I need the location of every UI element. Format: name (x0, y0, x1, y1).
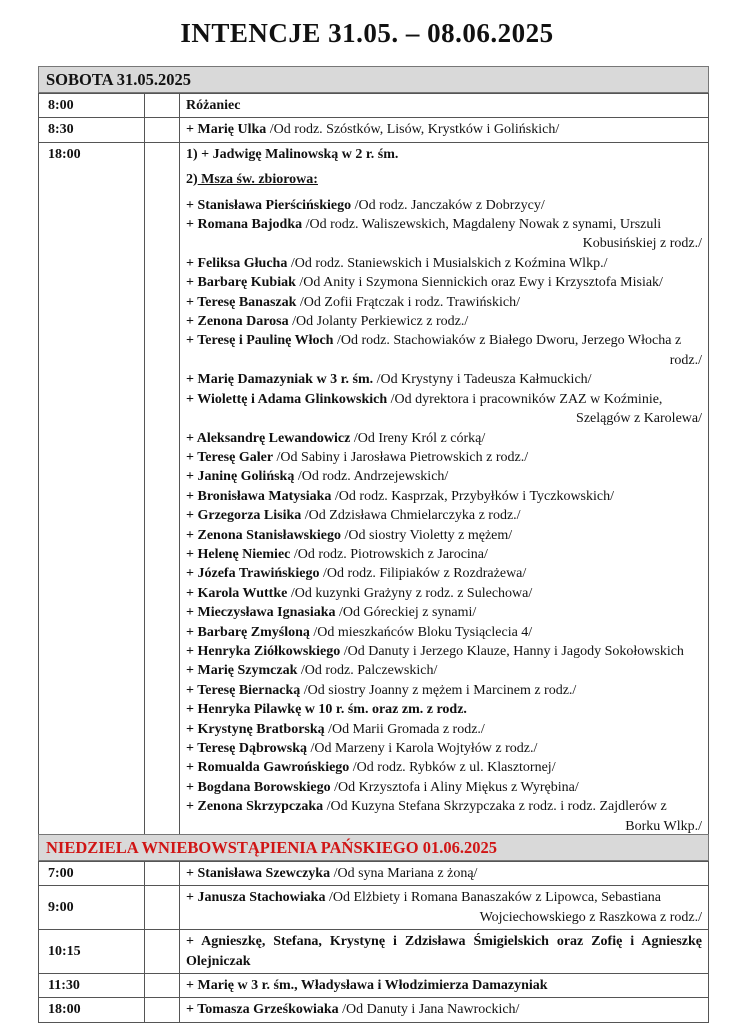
intention-line (186, 331, 702, 350)
intention-donor: /Od Krzysztofa i Aliny Miękus z Wyrębina/ (330, 779, 579, 795)
intention-donor: /Od Elżbiety i Romana Banaszaków z Lipowca, Sebastiana (325, 890, 661, 906)
intention-line (186, 623, 702, 642)
intention-donor: /Od Zdzisława Chmielarczyka z rodz./ (301, 508, 521, 524)
intention-line (186, 273, 702, 292)
intention-donor: /Od rodz. Rybków z ul. Klasztornej/ (349, 760, 556, 776)
intention-name: + Wiolettę i Adama Glinkowskich (186, 391, 388, 407)
intention-donor: /Od dyrektora i pracowników ZAZ w Koźminie, (387, 391, 663, 407)
intention-line (186, 370, 702, 389)
mass-time: 9:00 (39, 886, 145, 930)
intention-name: 2) Msza św. zbiorowa: (186, 172, 318, 188)
intention-line (186, 739, 702, 758)
mass-time: 8:00 (39, 94, 145, 118)
intention-name: + Helenę Niemiec (186, 546, 291, 562)
intention-donor: /Od Zofii Frątczak i rodz. Trawińskich/ (296, 294, 520, 310)
table-row (39, 886, 709, 930)
intention-donor: /Od Marzeny i Karola Wojtyłów z rodz./ (307, 741, 538, 756)
intention-line (186, 720, 702, 739)
intention-donor: /Od kuzynki Grażyny z rodz. z Sulechowa/ (287, 585, 533, 601)
intention-name: + Janusza Stachowiaka (186, 890, 326, 906)
intention-line (186, 145, 702, 164)
intention-donor: /Od Góreckiej z synami/ (335, 605, 477, 621)
intention-donor: /Od Sabiny i Jarosława Pietrowskich z rodz./ (273, 449, 529, 465)
intention-name: + Henryka Pilawkę w 10 r. śm. oraz zm. z rodz. (186, 702, 467, 718)
intention-name: + Grzegorza Lisika (186, 508, 302, 524)
intention-cell (180, 886, 709, 930)
mass-time: 8:30 (39, 118, 145, 142)
intention-name: + Aleksandrę Lewandowicz (186, 430, 351, 446)
intention-name: + Teresę Galer (186, 449, 274, 465)
table-row (39, 974, 709, 998)
intention-donor: /Od Krystyny i Tadeusza Kałmuckich/ (373, 372, 592, 388)
intention-donor: /Od rodz. Palczewskich/ (297, 663, 438, 679)
intention-name: + Marię Szymczak (186, 663, 298, 679)
intention-donor-cont: Borku Wlkp./ (625, 818, 702, 834)
intention-line (186, 448, 702, 467)
intention-donor: /Od Danuty i Jerzego Klauze, Hanny i Jagody Sokołowskich (340, 643, 684, 659)
intention-name: + Marię Ulka (186, 122, 267, 138)
intention-name: + Barbarę Zmyśloną (186, 624, 310, 640)
table-row (39, 930, 709, 974)
intention-line (186, 487, 702, 506)
intention-name: + Teresę Dąbrowską (186, 741, 308, 756)
intention-cell (180, 862, 709, 886)
intention-donor: /Od Anity i Szymona Siennickich oraz Ewy i Krzysztofa Misiak/ (295, 275, 663, 291)
intention-line (186, 526, 702, 545)
intention-line (186, 170, 702, 189)
intention-name: + Marię Damazyniak w 3 r. śm. (186, 372, 374, 388)
intention-name: + Teresę Banaszak (186, 294, 297, 310)
mass-time: 18:00 (39, 142, 145, 838)
intention-donor: /Od mieszkańców Bloku Tysiąclecia 4/ (309, 624, 533, 640)
intention-name: + Henryka Ziółkowskiego (186, 643, 341, 659)
intention-line (186, 642, 702, 661)
intention-donor: /Od Jolanty Perkiewicz z rodz./ (288, 314, 469, 330)
intention-name: + Tomasza Grześkowiaka (186, 1002, 339, 1018)
intention-cell (180, 118, 709, 142)
intention-line (186, 196, 702, 215)
intention-name: Różaniec (186, 98, 241, 113)
intention-donor: /Od rodz. Kasprzak, Przybyłków i Tyczkowskich/ (331, 488, 614, 504)
intention-cell (180, 94, 709, 118)
intention-name: + Romualda Gawrońskiego (186, 760, 350, 776)
page-title: INTENCJE 31.05. – 08.06.2025 (180, 18, 554, 48)
intention-line (186, 215, 702, 234)
intention-donor: /Od rodz. Janczaków z Dobrzycy/ (351, 197, 545, 213)
intention-cell (180, 998, 709, 1022)
intention-line (186, 506, 702, 525)
intention-name: + Agnieszkę, Stefana, Krystynę i Zdzisława Śmigielskich oraz Zofię i Agnieszkę Olejniczak (186, 934, 702, 969)
intention-line (186, 390, 702, 409)
intention-donor: /Od rodz. Waliszewskich, Magdaleny Nowak z synami, Urszuli (302, 217, 662, 233)
intention-donor-cont: Szelągów z Karolewa/ (576, 411, 702, 427)
intention-donor: /Od syna Mariana z żoną/ (330, 866, 478, 881)
intention-name: + Bronisława Matysiaka (186, 488, 332, 504)
intention-donor: /Od Ireny Król z córką/ (350, 430, 486, 446)
intention-line (186, 584, 702, 603)
intention-line (186, 797, 702, 816)
intention-donor: /Od Marii Gromada z rodz./ (324, 721, 485, 737)
intention-name: + Zenona Skrzypczaka (186, 799, 324, 815)
intention-donor: /Od Danuty i Jana Nawrockich/ (338, 1002, 520, 1018)
intention-donor: /Od Kuzyna Stefana Skrzypczaka z rodz. i rodz. Zajdlerów z (323, 799, 667, 815)
intention-donor: /Od rodz. Stachowiaków z Białego Dworu, Jerzego Włocha z (333, 333, 682, 349)
intention-line (186, 429, 702, 448)
intention-line (186, 293, 702, 312)
intention-name: + Janinę Golińską (186, 469, 295, 485)
mass-time: 7:00 (39, 862, 145, 886)
intention-name: + Zenona Stanisławskiego (186, 527, 342, 543)
schedule-table-sunday (38, 861, 709, 1023)
intention-donor: /Od siostry Violetty z mężem/ (341, 527, 513, 543)
intention-donor: /Od siostry Joanny z mężem i Marcinem z rodz./ (300, 682, 577, 698)
mass-time: 10:15 (39, 930, 145, 974)
intention-line (186, 467, 702, 486)
intention-name: + Teresę Biernacką (186, 682, 301, 698)
intention-donor: /Od rodz. Piotrowskich z Jarocina/ (290, 546, 488, 562)
intention-name: + Teresę i Paulinę Włoch (186, 333, 334, 349)
table-row (39, 118, 709, 142)
table-row (39, 142, 709, 838)
mass-time: 18:00 (39, 998, 145, 1022)
intention-line (186, 603, 702, 622)
intention-name: + Józefa Trawińskiego (186, 566, 320, 582)
intention-line (186, 778, 702, 797)
intention-name: + Stanisława Szewczyka (186, 866, 331, 881)
intention-name: + Marię w 3 r. śm., Władysława i Włodzimierza Damazyniak (186, 978, 548, 994)
intention-name: + Mieczysława Ignasiaka (186, 605, 336, 621)
intention-donor: /Od rodz. Andrzejewskich/ (294, 469, 449, 485)
intention-name: 1) + Jadwigę Malinowską w 2 r. śm. (186, 146, 399, 162)
intention-name: + Barbarę Kubiak (186, 275, 296, 291)
intention-line (186, 681, 702, 700)
day-header-sunday: NIEDZIELA WNIEBOWSTĄPIENIA PAŃSKIEGO 01.06.2025 (38, 834, 709, 861)
intention-name: + Stanisława Pierścińskiego (186, 197, 352, 213)
table-row (39, 998, 709, 1022)
day-header-saturday: SOBOTA 31.05.2025 (38, 66, 709, 93)
intention-donor: /Od rodz. Filipiaków z Rozdrażewa/ (319, 566, 527, 582)
intention-donor-cont: Kobusińskiej z rodz./ (582, 236, 702, 252)
intention-donor: /Od rodz. Staniewskich i Musialskich z Koźmina Wlkp./ (287, 255, 608, 271)
intention-name: + Krystynę Bratborską (186, 721, 325, 737)
intention-cell (180, 142, 709, 838)
intention-line (186, 545, 702, 564)
intention-line (186, 700, 702, 719)
intention-line (186, 564, 702, 583)
intention-name: + Karola Wuttke (186, 585, 288, 601)
intention-line (186, 661, 702, 680)
intention-donor-cont: Wojciechowskiego z Raszkowa z rodz./ (479, 909, 702, 925)
intention-name: + Zenona Darosa (186, 314, 289, 330)
intention-line (186, 254, 702, 273)
intention-name: + Romana Bajodka (186, 217, 303, 233)
intention-donor-cont: rodz./ (669, 352, 702, 368)
intention-name: + Bogdana Borowskiego (186, 779, 331, 795)
table-row (39, 94, 709, 118)
table-row (39, 862, 709, 886)
intention-donor: /Od rodz. Szóstków, Lisów, Krystków i Golińskich/ (266, 122, 560, 138)
intention-cell (180, 974, 709, 998)
intention-cell (180, 930, 709, 974)
intention-name: + Feliksa Głucha (186, 255, 288, 271)
mass-time: 11:30 (39, 974, 145, 998)
intention-line (186, 312, 702, 331)
intention-line (186, 758, 702, 777)
schedule-table-saturday (38, 93, 709, 839)
